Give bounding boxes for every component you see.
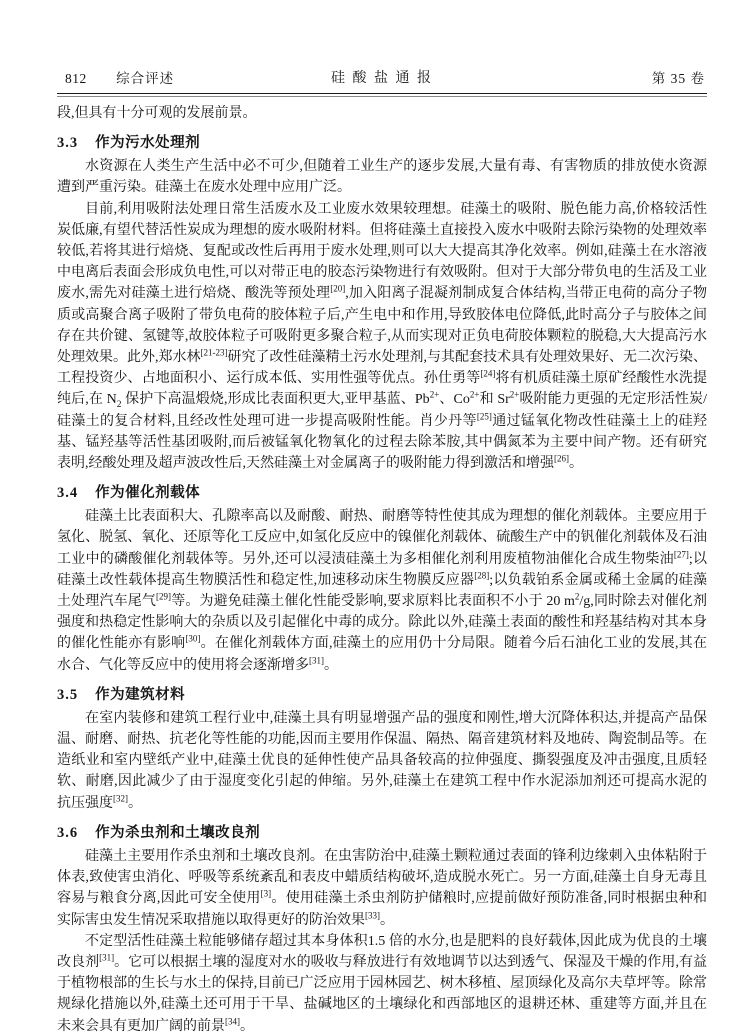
citation-superscript: [27]: [673, 549, 689, 559]
citation-superscript: [30]: [185, 633, 201, 644]
citation-superscript: [31]: [309, 655, 324, 666]
citation-superscript: 2+: [429, 389, 440, 400]
section-number: 3.3: [57, 135, 79, 152]
section-title: 作为建筑材料: [95, 686, 186, 703]
citation-superscript: [34]: [225, 1015, 240, 1026]
header-double-rule: [57, 93, 707, 97]
section-number: 3.6: [57, 824, 79, 841]
section-heading: [57, 483, 707, 504]
section-number: 3.4: [57, 485, 79, 502]
column-label: 综合评述: [116, 71, 175, 86]
paragraph: 硅藻土主要用作杀虫剂和土壤改良剂。在虫害防治中,硅藻土颗粒通过表面的锋利边缘刺入虫体粘附于体表,致使害虫消化、呼吸等系统紊乱和表皮中蜡质结构破坏,造成脱水死亡。另一方面,硅藻土自身无毒且容易与粮食分离,因此可安全使用[3]。使用硅藻土杀虫剂防护储粮时,应提前做好预防准备,同时根据虫种和实际害虫发生情况采取措施以取得更好的防治效果[33]。: [57, 848, 708, 928]
running-head: [57, 70, 707, 90]
page-number: 812: [65, 71, 87, 86]
article-body: [57, 103, 707, 1035]
citation-superscript: [28]: [474, 570, 490, 581]
section-number: 3.5: [57, 686, 79, 703]
citation-superscript: 2: [574, 591, 580, 602]
citation-superscript: [20]: [330, 283, 346, 294]
section-title: 作为污水处理剂: [95, 135, 201, 152]
chemical-subscript: 2: [116, 400, 122, 411]
paragraph: 硅藻土比表面积大、孔隙率高以及耐酸、耐热、耐磨等特性使其成为理想的催化剂载体。主要应用于氢化、脱氢、氧化、还原等化工反应中,如氢化反应中的镍催化剂载体、硫酸生产中的钒催化剂载体及石油工业中的磷酸催化剂载体等。另外,还可以浸渍硅藻土为多相催化剂利用废植物油催化合成生物柴油[27];以硅藻土改性载体提高生物膜活性和稳定性,加速移动床生物膜反应器[28];以负载铂系金属或稀土金属的硅藻土处理汽车尾气[29]等。为避免硅藻土催化性能受影响,要求原料比表面积不小于 20 $m^2/g$,同时除去对催化剂强度和热稳定性影响大的杂质以及引起催化中毒的成分。除此以外,硅藻土表面的酸性和羟基结构对其本身的催化性能亦有影响[30]。在催化剂载体方面,硅藻土的应用仍十分局限。随着今后石油化工业的发展,其在水合、气化等反应中的使用将会逐渐增多[31]。: [57, 509, 708, 673]
citation-superscript: 2+: [469, 389, 480, 400]
paragraph: 在室内装修和建筑工程行业中,硅藻土具有明显增强产品的强度和刚性,增大沉降体积达,并提高产品保温、耐磨、耐热、抗老化等性能的功能,因而主要用作保温、隔热、隔音建筑材料及地砖、陶瓷制品等。在造纸业和室内壁纸产业中,硅藻土优良的延伸性使产品具备较高的拉伸强度、撕裂强度及冲击强度,且质轻软、耐磨,因此减少了由于湿度变化引起的伸缩。另外,硅藻土在建筑工程中作水泥添加剂还可提高水泥的抗压强度[32]。: [57, 710, 707, 811]
citation-superscript: [33]: [365, 909, 380, 920]
citation-superscript: [31]: [99, 952, 115, 963]
paragraph: 不定型活性硅藻土粒能够储存超过其本身体积1.5 倍的水分,也是肥料的良好载体,因此成为优良的土壤改良剂[31]。它可以根据土壤的湿度对水的吸收与释放进行有效地调节以达到透气、保湿及干燥的作用,有益于植物根部的生长与水土的保持,目前已广泛应用于园林园艺、树木移植、屋顶绿化及高尔夫草坪等。除常规绿化措施以外,硅藻土还可用于干旱、盐碱地区的土壤绿化和西部地区的退耕还林、重建等方面,并且在未来会具有更加广阔的前景[34]。: [57, 933, 708, 1034]
section-heading: [57, 823, 707, 844]
citation-superscript: [24]: [480, 368, 496, 379]
paragraph: 目前,利用吸附法处理日常生活废水及工业废水效果较理想。硅藻土的吸附、脱色能力高,价格较活性炭低廉,有望代替活性炭成为理想的废水吸附材料。但将硅藻土直接投入废水中吸附去除污染物的处理效率较低,若将其进行焙烧、复配或改性后再用于废水处理,则可以大大提高其净化效率。例如,硅藻土在水溶液中电离后表面会形成负电性,可以对带正电的胶态污染物进行有效吸附。但对于大部分带负电的生活及工业废水,需先对硅藻土进行焙烧、酸洗等预处理[20],加入阳离子混凝剂制成复合体结构,当带正电荷的高分子物质或高聚合离子吸附了带负电荷的胶体粒子后,产生电中和作用,导致胶体电位降低,此时高分子与胶体之间存在共价键、氢键等,故胶体粒子可吸附更多聚合粒子,从而实现对正负电荷胶体颗粒的脱稳,大大提高污水处理效果。此外,郑水林[21-23]研究了改性硅藻精土污水处理剂,与其配套技术具有处理效果好、无二次污染、工程投资少、占地面积小、运行成本低、实用性强等优点。孙仕勇等[24]将有机质硅藻土原矿经酸性水洗提纯后,在 $N_2$ 保护下高温煅烧,形成比表面积更大,亚甲基蓝、$Pb^{2+}$、$Co^{2+}$和 $Sr^{2+}$吸附能力更强的无定形活性炭/硅藻土的复合材料,且经改性处理可进一步提高吸附性能。肖少丹等[25]通过锰氧化物改性硅藻土上的硅羟基、锰羟基等活性基团吸附,而后被锰氧化物氧化的过程去除苯胺,其中偶氮苯为主要中间产物。还有研究表明,经酸处理及超声波改性后,天然硅藻土对金属离子的吸附能力得到激活和增强[26]。: [57, 201, 708, 472]
running-head-left: [65, 70, 174, 88]
citation-superscript: [3]: [260, 888, 272, 899]
citation-superscript: [32]: [113, 793, 128, 804]
section-title: 作为杀虫剂和土壤改良剂: [95, 824, 261, 841]
citation-superscript: 2+: [509, 389, 520, 400]
citation-superscript: [26]: [554, 453, 569, 464]
section-heading: [57, 685, 707, 706]
paragraph-continuation: 段,但具有十分可观的发展前景。: [57, 106, 257, 121]
volume-label: 第 35 卷: [651, 71, 705, 86]
citation-superscript: [21-23]: [200, 347, 228, 358]
paragraph: 水资源在人类生产生活中必不可少,但随着工业生产的逐步发展,大量有毒、有害物质的排放使水资源遭到严重污染。硅藻土在废水处理中应用广泛。: [57, 159, 707, 196]
citation-superscript: [29]: [156, 591, 172, 602]
section-title: 作为催化剂载体: [95, 485, 201, 502]
section-heading: [57, 133, 707, 154]
journal-title: 硅 酸 盐 通 报: [331, 71, 433, 86]
citation-superscript: [25]: [476, 410, 492, 421]
